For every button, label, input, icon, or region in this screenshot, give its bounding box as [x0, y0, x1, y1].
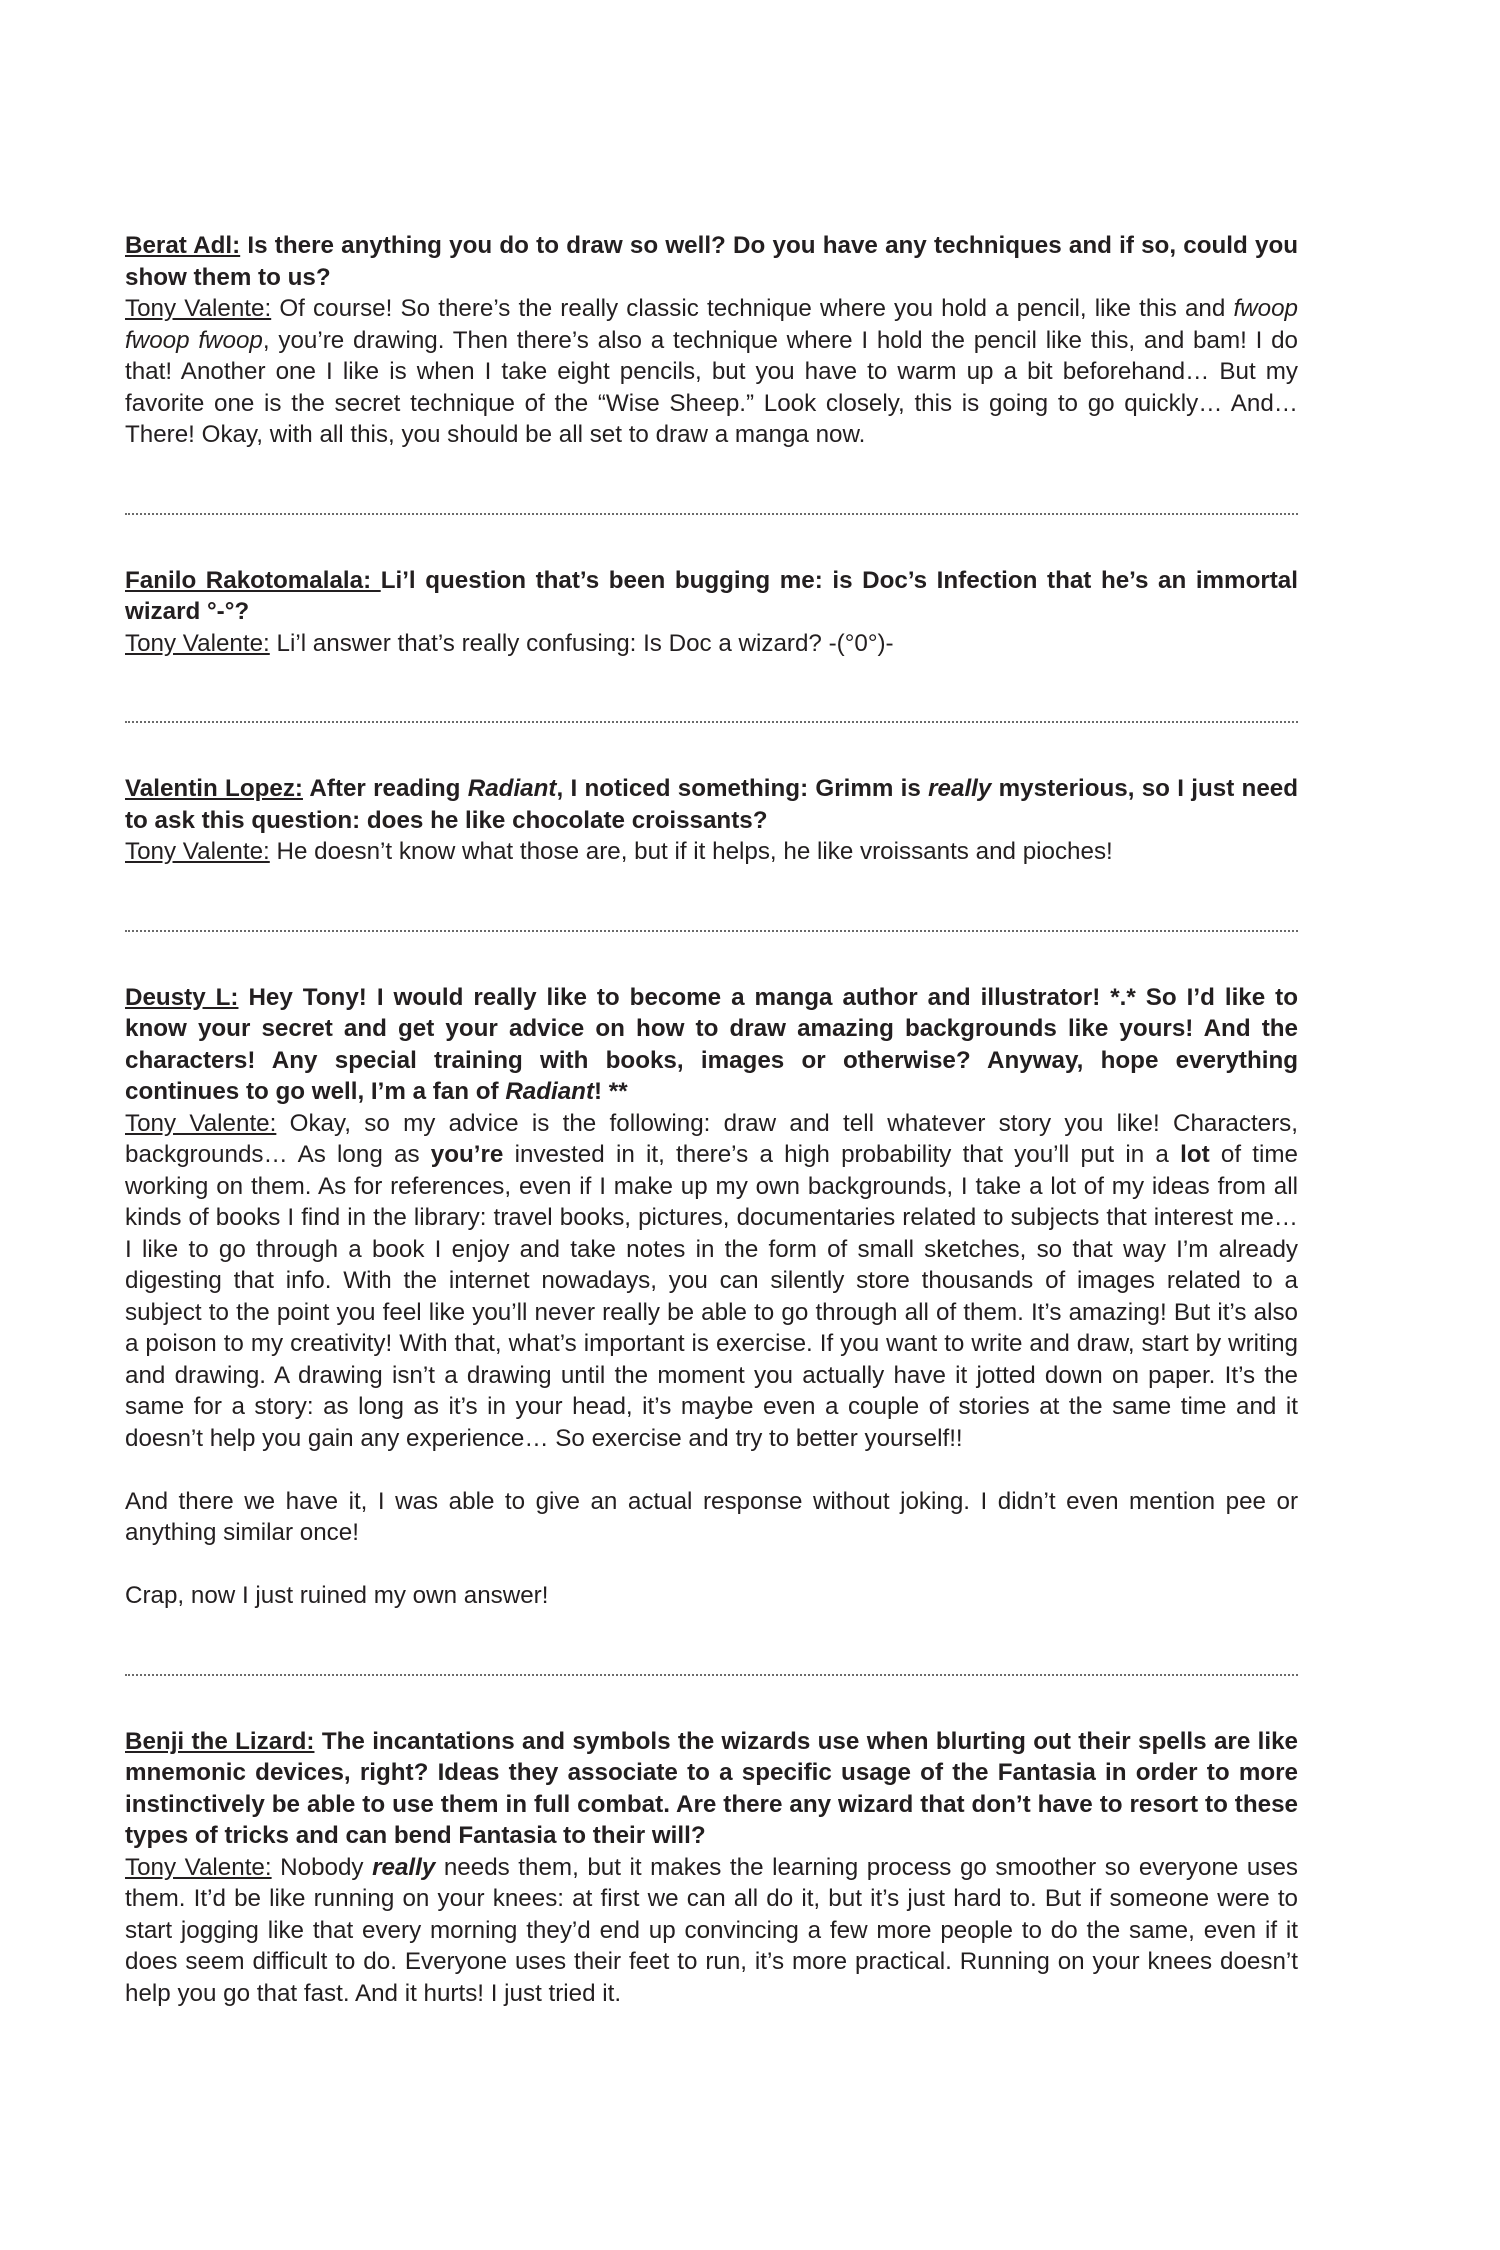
answer-paragraph — [125, 1852, 1298, 2010]
question-text: The incantations and symbols the wizards use when blurting out their spells are like mnemonic devices, right? Ideas they associate to a specific usage of the Fantasia in order to more instinctively be able to use them in full combat. Are there any wizard that don’t have to resort to these types of tricks and can bend Fantasia to their will? — [125, 1727, 1299, 1849]
answer-extra-paragraph: And there we have it, I was able to give an actual response without joking. I didn’t even mention pee or anything similar once! — [125, 1487, 1298, 1546]
question-text: Hey Tony! I would really like to become a manga author and illustrator! *.* So I’d like to know your secret and get your advice on how to draw amazing backgrounds like yours! And the characters! Any special training with books, images or otherwise? Anyway, hope everything continues to go well, I’m a fan of — [125, 983, 1299, 1105]
responder-name: Tony Valente: — [125, 1853, 272, 1881]
answer-text: you’re — [430, 1141, 504, 1168]
qa-entry — [125, 773, 1298, 868]
question-text: Radiant — [467, 775, 557, 802]
answer-text: needs them, but it makes the learning process go smoother so everyone uses them. It’d be like running on your knees: at first we can all do it, but it’s just hard to. But if someone were to start jogging like that every morning they’d end up convincing a few more people to do the same, even if it does seem difficult to do. Everyone uses their feet to run, it’s more practical. Running on your knees doesn’t help you go that fast. And it hurts! I just tried it. — [125, 1853, 1298, 2007]
answer-text: of time working on them. As for references, even if I make up my own backgrounds, I take a lot of my ideas from all kinds of books I find in the library: travel books, pictures, documentaries related to subjects that interest me… I like to go through a book I enjoy and take notes in the form of small sketches, so that way I’m already digesting that info. With the internet nowadays, you can silently store thousands of images related to a subject to the point you feel like you’ll never really be able to go through all of them. It’s amazing! But it’s also a poison to my creativity! With that, what’s important is exercise. If you want to write and draw, start by writing and drawing. A drawing isn’t a drawing until the moment you actually have it jotted down on paper. It’s the same for a story: as long as it’s in your head, it’s maybe even a couple of stories at the same time and it doesn’t help you gain any experience… So exercise and try to better yourself!! — [125, 1141, 1299, 1452]
responder-name: Tony Valente: — [125, 838, 270, 865]
question-paragraph — [125, 773, 1298, 836]
qa-entry — [125, 230, 1298, 451]
asker-name: Berat Adl: — [125, 232, 241, 259]
answer-text: Okay, so my advice is the following: draw and tell whatever story you like! Characters, backgrounds… As long as — [125, 1109, 1298, 1168]
question-paragraph — [125, 982, 1298, 1108]
question-text: Radiant — [505, 1078, 595, 1105]
answer-text: lot — [1180, 1141, 1210, 1168]
question-text: Is there anything you do to draw so well? Do you have any techniques and if so, could you show them to us? — [125, 232, 1298, 291]
asker-name: Valentin Lopez: — [125, 775, 303, 802]
qa-entry — [125, 1726, 1298, 2010]
answer-paragraph — [125, 1108, 1298, 1455]
answer-text: He doesn’t know what those are, but if it helps, he like vroissants and pioches! — [269, 838, 1113, 865]
answer-text: really — [372, 1853, 436, 1881]
asker-name: Deusty L: — [125, 983, 239, 1011]
answer-extra-paragraph: Crap, now I just ruined my own answer! — [125, 1582, 549, 1609]
responder-name: Tony Valente: — [125, 295, 272, 322]
answer-text: Li’l answer that’s really confusing: Is Doc a wizard? -(°0°)- — [269, 629, 894, 657]
question-text: Li’l question that’s been bugging me: is Doc’s Infection that he’s an immortal wizard °-°? — [125, 566, 1298, 625]
answer-paragraph — [125, 836, 1298, 868]
question-text: After reading — [302, 775, 468, 802]
asker-name: Benji the Lizard: — [125, 1727, 315, 1755]
asker-name: Fanilo Rakotomalala: — [125, 566, 381, 594]
qa-entry — [125, 565, 1298, 660]
answer-paragraph — [125, 293, 1298, 451]
answer-text: , you’re drawing. Then there’s also a technique where I hold the pencil like this, and bam! I do that! Another one I like is when I take eight pencils, but you have to warm up a bit beforehand… But my favorite one is the secret technique of the “Wise Sheep.” Look closely, this is going to go quickly… And… There! Okay, with all this, you should be all set to draw a manga now. — [125, 326, 1298, 448]
responder-name: Tony Valente: — [125, 1109, 277, 1137]
answer-text: Nobody — [271, 1853, 373, 1881]
answer-text: fwoop fwoop fwoop — [125, 295, 1298, 354]
question-text: ! ** — [594, 1078, 628, 1105]
question-text: really — [928, 775, 992, 802]
responder-name: Tony Valente: — [125, 629, 270, 657]
question-paragraph — [125, 230, 1298, 293]
question-text: , I noticed something: Grimm is — [556, 775, 929, 802]
answer-paragraph — [125, 628, 1298, 660]
question-text: mysterious, so I just need to ask this question: does he like chocolate croissants? — [125, 775, 1298, 834]
answer-text: invested in it, there’s a high probability that you’ll put in a — [503, 1141, 1181, 1168]
qa-content — [125, 230, 1298, 2009]
qa-entry — [125, 982, 1298, 1612]
question-paragraph — [125, 565, 1298, 628]
question-paragraph — [125, 1726, 1298, 1852]
answer-text: Of course! So there’s the really classic technique where you hold a pencil, like this and — [271, 295, 1234, 322]
